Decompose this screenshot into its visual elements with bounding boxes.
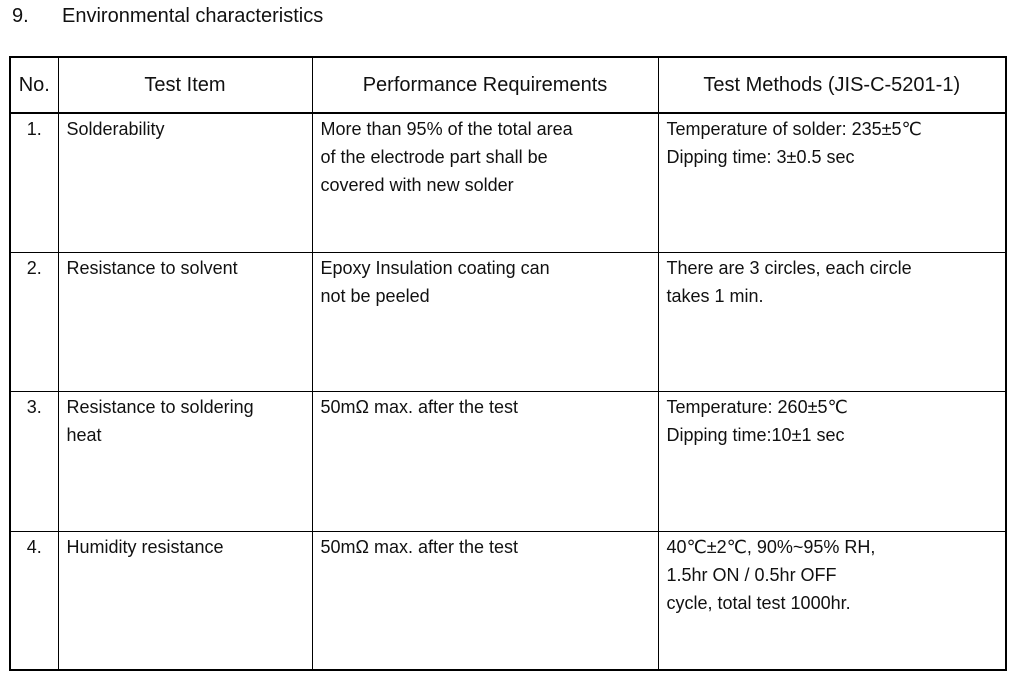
requirements-cell [312, 392, 658, 532]
requirements-line: of the electrode part shall be [320, 147, 548, 167]
requirements-line: Epoxy Insulation coating can [320, 258, 550, 278]
test-item-line: Resistance to soldering [66, 397, 254, 417]
header-test-methods: Test Methods (JIS-C-5201-1) [658, 57, 1006, 113]
row-number: 3. [10, 392, 58, 532]
table-row [10, 532, 1006, 671]
requirements-cell [312, 532, 658, 671]
methods-line: 1.5hr ON / 0.5hr OFF [666, 565, 837, 585]
methods-line: Dipping time:10±1 sec [666, 425, 845, 445]
section-number: 9. [12, 5, 29, 27]
requirements-line: More than 95% of the total area [320, 119, 573, 139]
methods-line: Dipping time: 3±0.5 sec [666, 147, 855, 167]
requirements-cell [312, 253, 658, 392]
table-header-row [10, 57, 1006, 113]
methods-line: There are 3 circles, each circle [666, 258, 912, 278]
row-number: 2. [10, 253, 58, 392]
section-title: Environmental characteristics [62, 5, 324, 27]
header-no: No. [10, 57, 58, 113]
row-number: 4. [10, 532, 58, 671]
methods-cell [658, 113, 1006, 253]
test-item-cell [58, 113, 312, 253]
test-item-line: Resistance to solvent [66, 258, 238, 278]
methods-line: Temperature of solder: 235±5℃ [666, 119, 922, 139]
test-item-cell [58, 253, 312, 392]
table-row [10, 253, 1006, 392]
methods-line: 40℃±2℃, 90%~95% RH, [666, 537, 876, 557]
table-row [10, 113, 1006, 253]
requirements-line: 50mΩ max. after the test [320, 537, 519, 557]
header-performance-requirements: Performance Requirements [312, 57, 658, 113]
environmental-characteristics-table [9, 56, 1007, 671]
requirements-line: not be peeled [320, 286, 430, 306]
methods-cell [658, 532, 1006, 671]
methods-line: Temperature: 260±5℃ [666, 397, 848, 417]
methods-line: takes 1 min. [666, 286, 764, 306]
methods-cell [658, 392, 1006, 532]
methods-cell [658, 253, 1006, 392]
header-test-item: Test Item [58, 57, 312, 113]
test-item-cell [58, 392, 312, 532]
requirements-line: 50mΩ max. after the test [320, 397, 519, 417]
methods-line: cycle, total test 1000hr. [666, 593, 851, 613]
table-row [10, 392, 1006, 532]
requirements-line: covered with new solder [320, 175, 514, 195]
section-heading [12, 4, 323, 28]
test-item-line: Solderability [66, 119, 165, 139]
requirements-cell [312, 113, 658, 253]
row-number: 1. [10, 113, 58, 253]
test-item-cell [58, 532, 312, 671]
test-item-line: heat [66, 425, 102, 445]
test-item-line: Humidity resistance [66, 537, 224, 557]
